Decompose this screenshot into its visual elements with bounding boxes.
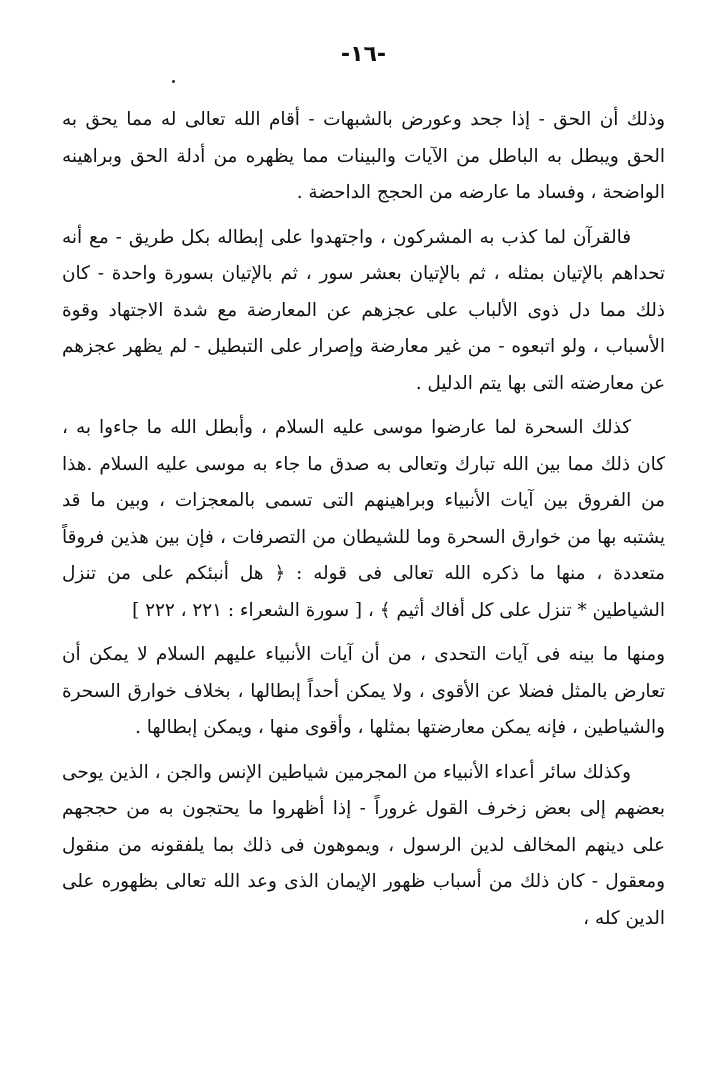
paragraph-4: ومنها ما بينه فى آيات التحدى ، من أن آيات الأنبياء عليهم السلام لا يمكن أن تعارض بالمثل فضلا عن الأقوى ، ولا يمكن أحداً إبطالها ، بخلاف خوارق السحرة والشياطين ، فإنه يمكن معارضتها بمثلها ، وأقوى منها ، ويمكن إبطالها . (62, 644, 665, 738)
body-text (62, 102, 665, 945)
paragraph-5: وكذلك سائر أعداء الأنبياء من المجرمين شياطين الإنس والجن ، الذين يوحى بعضهم إلى بعض زخرف القول غروراً - إذا أظهروا ما يحتجون به من حججهم على دينهم المخالف لدين الرسول ، ويموهون فى ذلك بما يلفقونه من منقول ومعقول - كان ذلك من أسباب ظهور الإيمان الذى وعد الله تعالى بظهوره على الدين كله ، (62, 761, 665, 929)
document-page (62, 0, 665, 1077)
paragraph-1: وذلك أن الحق - إذا جحد وعورض بالشبهات - أقام الله تعالى له مما يحق به الحق ويبطل به الباطل من الآيات والبينات مما يظهره من أدلة الحق وبراهينه الواضحة ، وفساد ما عارضه من الحجج الداحضة . (62, 109, 665, 203)
paragraph-2: فالقرآن لما كذب به المشركون ، واجتهدوا على إبطاله بكل طريق - مع أنه تحداهم بالإتيان بمثله ، ثم بالإتيان بعشر سور ، ثم بالإتيان بسورة واحدة - كان ذلك مما دل ذوى الألباب على عجزهم عن المعارضة مع شدة الاجتهاد وقوة الأسباب ، ولو اتبعوه - من غير معارضة وإصرار على التبطيل - لم يظهر عجزهم عن معارضته التى بها يتم الدليل . (62, 226, 665, 394)
page-number: -١٦- (340, 42, 387, 67)
paragraph-3: كذلك السحرة لما عارضوا موسى عليه السلام ، وأبطل الله ما جاءوا به ، كان ذلك مما بين الله تبارك وتعالى به صدق ما جاء به موسى عليه السلام .هذا من الفروق بين آيات الأنبياء وبراهينهم التى تسمى بالمعجزات ، وبين ما قد يشتبه بها من خوارق السحرة وما للشيطان من التصرفات ، فإن بين هذين فروقاً متعددة ، منها ما ذكره الله تعالى فى قوله : ﴿ هل أنبئكم على من تنزل الشياطين * تنزل على كل أفاك أثيم ﴾ ، [ سورة الشعراء : ٢٢١ ، ٢٢٢ ] (62, 417, 665, 621)
ink-speck (172, 80, 175, 83)
